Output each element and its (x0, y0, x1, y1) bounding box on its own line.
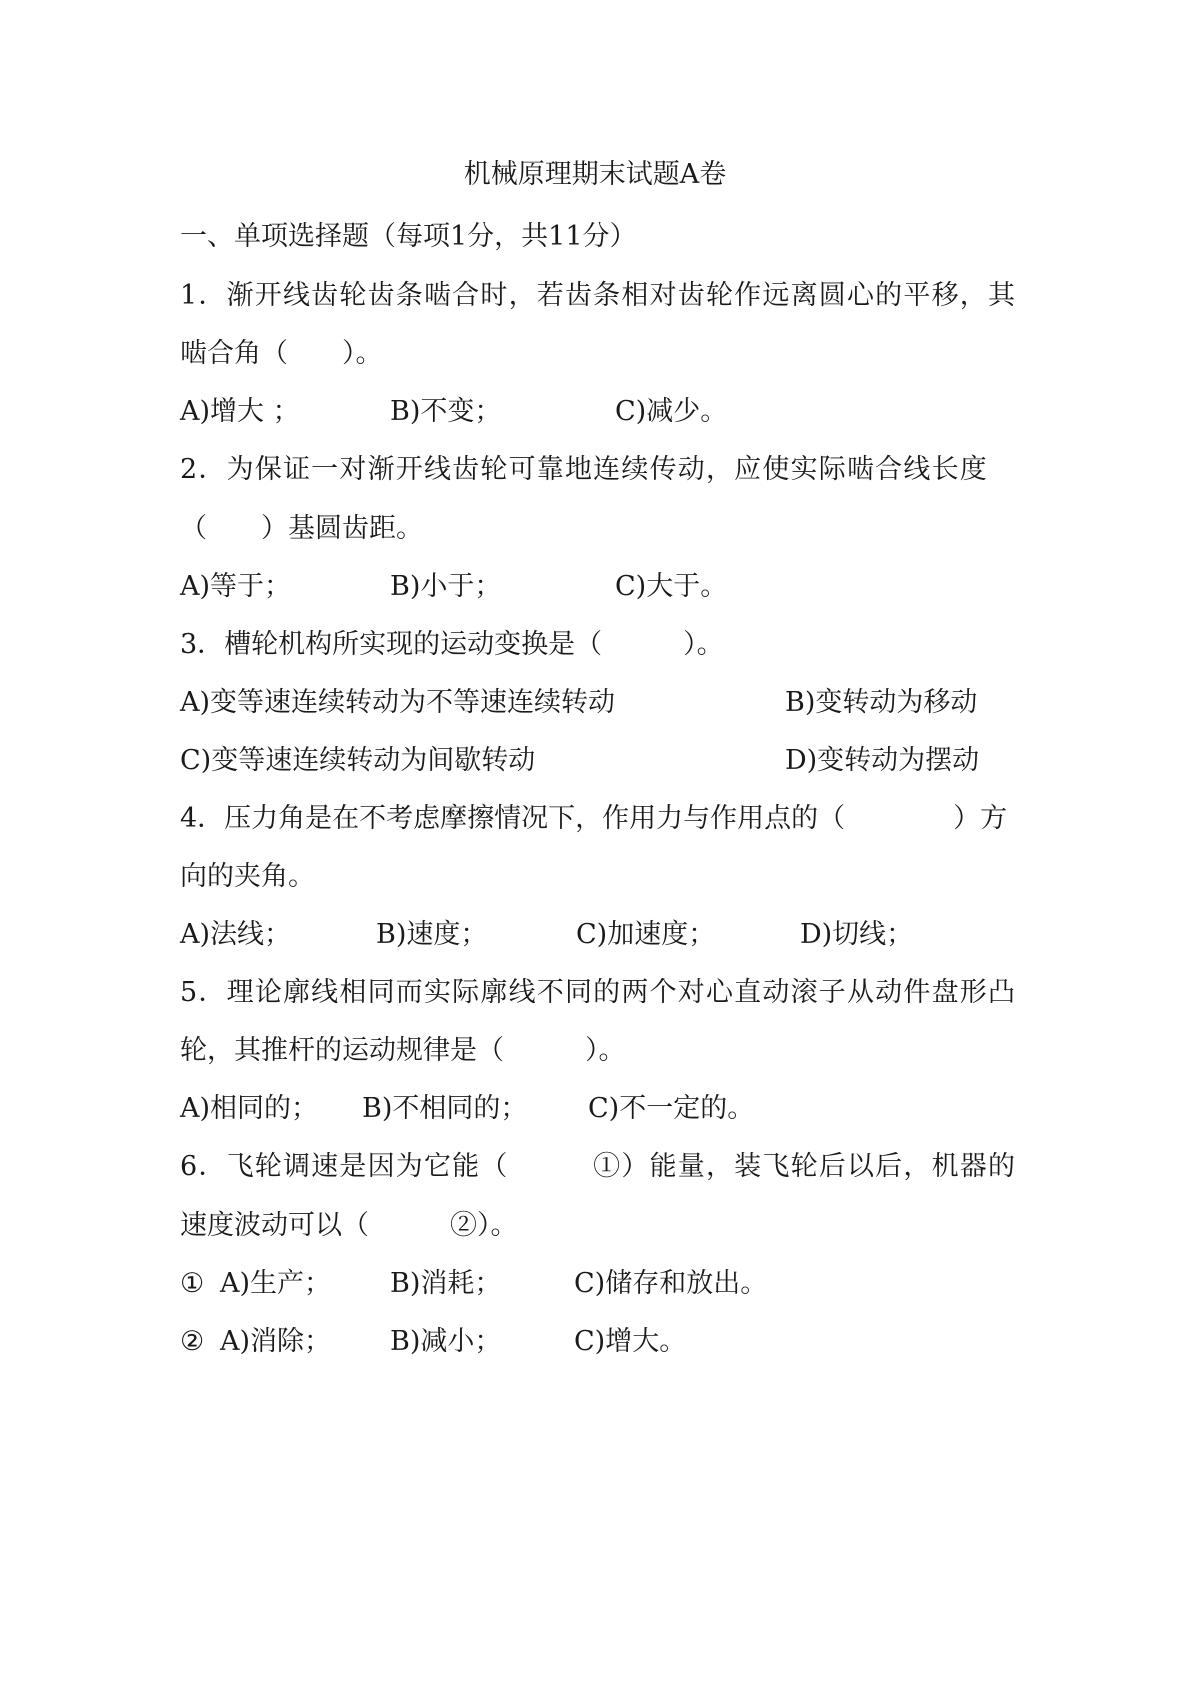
exam-title: 机械原理期末试题A卷 (463, 159, 727, 190)
q2-option-a: A)等于； (180, 571, 292, 602)
q6-blank2-option-a: A)消除； (220, 1326, 332, 1357)
q5-option-b: B)不相同的； (362, 1093, 528, 1124)
section-heading: 一、单项选择题（每项1分，共11分） (180, 221, 637, 252)
q2-option-c: C)大于。 (615, 571, 728, 602)
q1-option-c: C)减少。 (615, 396, 728, 427)
q5-stem-line1: 5．理论廓线相同而实际廓线不同的两个对心直动滚子从动件盘形凸 (180, 977, 1017, 1008)
q6-blank2-label: ② (180, 1326, 205, 1357)
q4-option-b: B)速度； (376, 919, 488, 950)
q1-option-a: A)增大 ； (180, 396, 300, 427)
q4-options (180, 915, 1020, 955)
q4-stem-line2: 向的夹角。 (180, 861, 315, 892)
q3-option-a: A)变等速连续转动为不等速连续转动 (180, 687, 616, 718)
q2-stem-line2: （ ）基圆齿距。 (180, 513, 423, 544)
q6-stem-line2: 速度波动可以（ ②）。 (180, 1210, 518, 1241)
q6-options-blank1 (180, 1264, 1020, 1304)
q4-option-c: C)加速度； (576, 919, 716, 950)
q3-option-b: B)变转动为移动 (785, 687, 978, 718)
q1-option-b: B)不变； (390, 396, 502, 427)
q2-options (180, 567, 1020, 607)
q6-stem-line1: 6．飞轮调速是因为它能（ ①）能量，装飞轮后以后，机器的 (180, 1151, 1017, 1182)
q1-options (180, 392, 1020, 432)
q5-options (180, 1089, 1020, 1129)
q5-option-a: A)相同的； (180, 1093, 319, 1124)
q3-option-c: C)变等速连续转动为间歇转动 (180, 745, 536, 776)
q3-stem-line1: 3．槽轮机构所实现的运动变换是（ ）。 (180, 629, 724, 660)
q6-blank1-option-b: B)消耗； (390, 1268, 502, 1299)
q1-stem-line2: 啮合角（ ）。 (180, 338, 383, 369)
q6-blank1-label: ① (180, 1268, 205, 1299)
q4-option-d: D)切线； (800, 919, 914, 950)
q1-stem-line1: 1．渐开线齿轮齿条啮合时，若齿条相对齿轮作远离圆心的平移，其 (180, 280, 1017, 311)
q6-blank1-option-c: C)储存和放出。 (574, 1268, 768, 1299)
q6-blank2-option-b: B)减小； (390, 1326, 502, 1357)
q4-stem-line1: 4．压力角是在不考虑摩擦情况下，作用力与作用点的（ ）方 (180, 803, 1008, 834)
q4-option-a: A)法线； (180, 919, 292, 950)
q2-stem-line1: 2．为保证一对渐开线齿轮可靠地连续传动，应使实际啮合线长度 (180, 454, 988, 485)
q5-stem-line2: 轮，其推杆的运动规律是（ ）。 (180, 1035, 626, 1066)
q6-blank1-option-a: A)生产； (220, 1268, 332, 1299)
q2-option-b: B)小于； (390, 571, 502, 602)
q6-blank2-option-c: C)增大。 (574, 1326, 687, 1357)
q6-options-blank2 (180, 1322, 1020, 1362)
q3-options-row2 (180, 741, 1020, 781)
q3-option-d: D)变转动为摆动 (785, 745, 980, 776)
q3-options-row1 (180, 683, 1020, 723)
q5-option-c: C)不一定的。 (588, 1093, 755, 1124)
